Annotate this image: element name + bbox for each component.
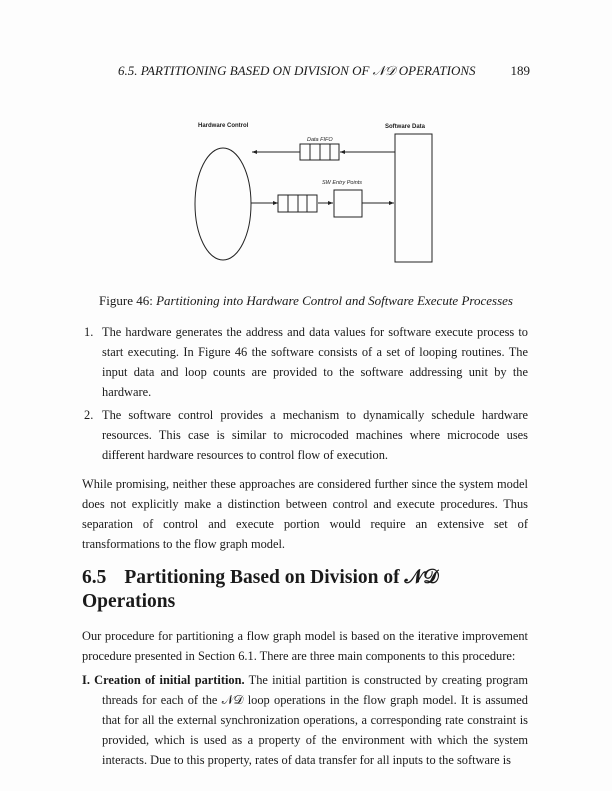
running-header: [118, 63, 530, 79]
item-number: I.: [82, 673, 90, 687]
item-text: The initial partition is constructed by creating program threads for each of the 𝒩𝒟 loop operations in the flow graph model. It is assumed that for all the external synchronization operations, a corresponding rate constraint is provided, which is used as a property of the environment with which the system interacts. Due to this property, rates of data transfer for all inputs to the software is: [102, 673, 529, 767]
paragraph: Our procedure for partitioning a flow graph model is based on the iterative improvement procedure presented in Section 6.1. There are three main components to this procedure:: [82, 629, 528, 663]
software-data-box: [395, 134, 432, 262]
sw-label: Software Data: [385, 124, 426, 130]
sw-entry-box: [334, 190, 362, 217]
body-text: [82, 322, 528, 770]
section-heading: [82, 566, 528, 614]
item-text: The software control provides a mechanism to dynamically schedule hardware resources. This case is similar to microcoded machines where microcode uses different hardware resources to control flow of execution.: [102, 408, 528, 462]
hw-label: Hardware Control: [198, 123, 249, 129]
item-number: 2.: [84, 408, 94, 422]
hardware-control-ellipse: [195, 148, 251, 260]
caption-prefix: Figure 46:: [99, 293, 153, 308]
entry-label: SW Entry Points: [322, 180, 363, 186]
running-title: 6.5. PARTITIONING BASED ON DIVISION OF 𝒩𝒟 OPERATIONS: [118, 63, 476, 78]
item-number: 1.: [84, 325, 94, 339]
section-number: 6.5: [82, 567, 107, 588]
list-item: [82, 405, 528, 465]
item-text: The hardware generates the address and data values for software execute process to start executing. In Figure 46 the software consists of a set of looping routines. The input data and loop counts are provided to the software addressing unit by the hardware.: [102, 325, 528, 399]
section-title: Partitioning Based on Division of 𝒩𝒟 Operations: [82, 567, 439, 612]
figure-caption: [0, 293, 612, 309]
item-heading: Creation of initial partition.: [94, 673, 245, 687]
page-number: 189: [510, 63, 530, 78]
caption-text: Partitioning into Hardware Control and Software Execute Processes: [156, 293, 513, 308]
fifo-label: Data FIFO: [307, 137, 333, 143]
list-item: [82, 670, 528, 770]
figure-46: [0, 116, 612, 276]
list-item: [82, 322, 528, 402]
paragraph: While promising, neither these approaches are considered further since the system model does not explicitly make a distinction between control and execute procedures. Thus separation of control and execute portion would require an extensive set of transformations to the flow graph model.: [82, 477, 528, 551]
